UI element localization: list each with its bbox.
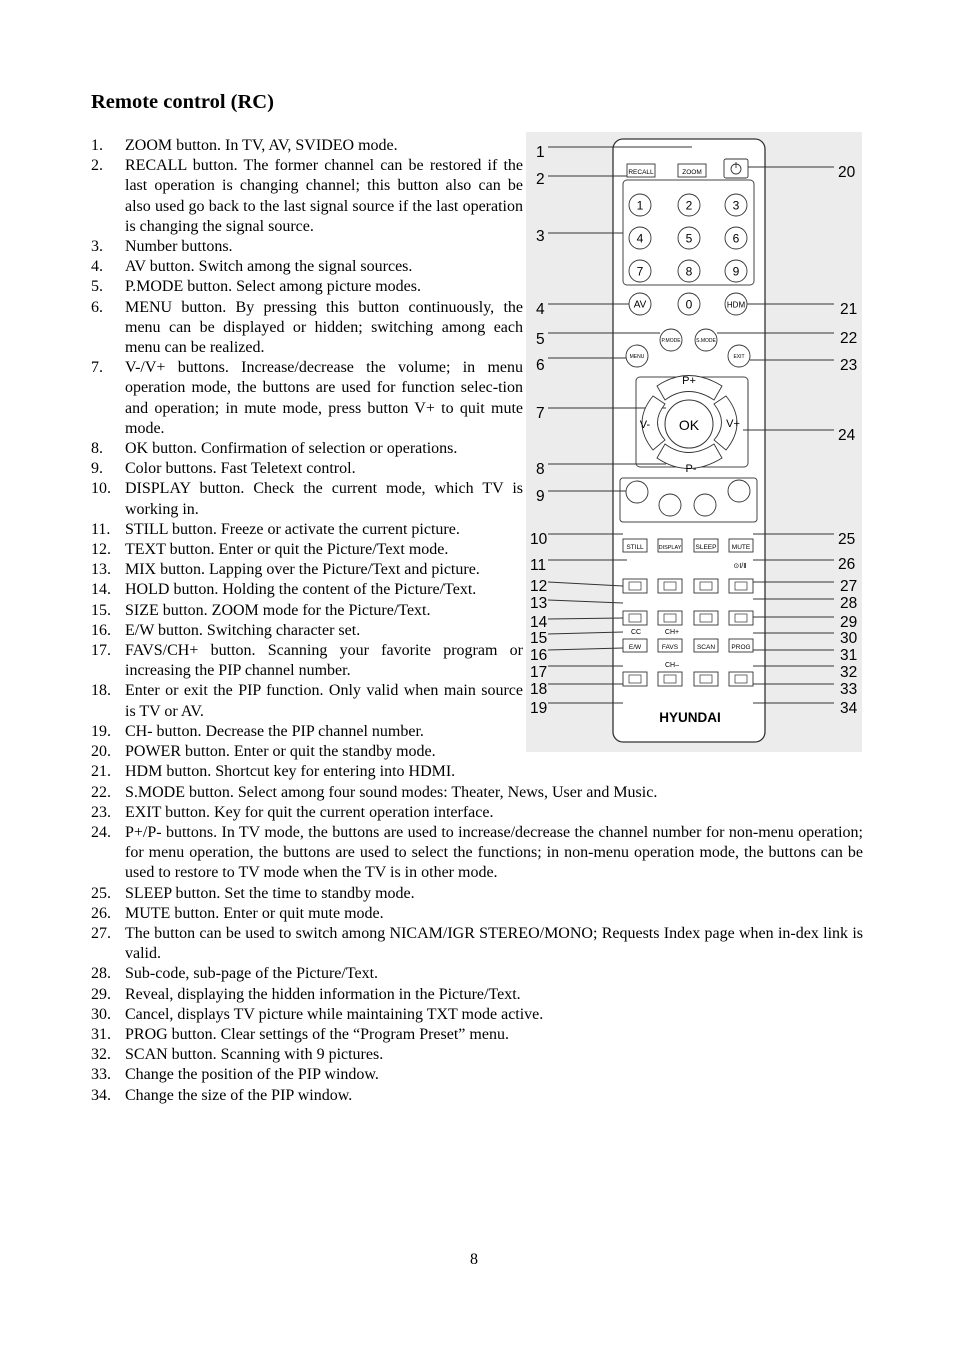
av-label: AV (633, 299, 647, 311)
pminus-label: P- (685, 463, 697, 475)
callout-number: 30 (840, 630, 858, 647)
list-item-number: 21. (91, 763, 111, 781)
list-item-text: The button can be used to switch among NICAM/IGR STEREO/MONO; Requests Index page when in-dex link is valid. (125, 924, 863, 963)
pplus-label: P+ (682, 375, 696, 387)
list-item-number: 17. (91, 642, 111, 660)
hold-icon (700, 582, 712, 590)
callout-number: 29 (840, 614, 858, 631)
callout-number: 10 (530, 531, 548, 548)
list-item (91, 803, 863, 823)
d4-label: 4 (636, 231, 644, 246)
list-item (91, 358, 523, 439)
text-icon (629, 582, 641, 590)
chplus-label: CH+ (664, 629, 680, 636)
list-item-number: 18. (91, 682, 111, 700)
list-item-text: V-/V+ buttons. Increase/decrease the volume; in menu operation mode, the buttons are used for function selec-tion and operation; in mute mode, press button V+ to quit mute mode. (125, 359, 523, 437)
list-item (91, 964, 863, 984)
list-item-number: 4. (91, 258, 103, 276)
callout-number: 3 (536, 228, 545, 245)
list-item-text: Change the size of the PIP window. (125, 1086, 353, 1104)
list-item (91, 540, 523, 560)
list-item-text: S.MODE button. Select among four sound modes: Theater, News, User and Music. (125, 783, 658, 801)
list-item-text: E/W button. Switching character set. (125, 621, 361, 639)
callout-number: 22 (840, 330, 858, 347)
list-item (91, 985, 863, 1005)
list-item-text: HDM button. Shortcut key for entering into HDMI. (125, 763, 456, 781)
list-item-text: POWER button. Enter or quit the standby mode. (125, 743, 436, 761)
pip-size-icon (735, 675, 747, 683)
list-item-text: ZOOM button. In TV, AV, SVIDEO mode. (125, 137, 398, 154)
list-item (91, 621, 523, 641)
ok-label: OK (678, 417, 700, 433)
callout-number: 24 (838, 427, 856, 444)
d7-label: 7 (636, 264, 644, 279)
list-item (91, 459, 523, 479)
color-button-yellow (694, 494, 716, 516)
list-item-number: 23. (91, 803, 111, 821)
list-item-text: Number buttons. (125, 238, 233, 256)
pmode-label: P.MODE (661, 338, 681, 344)
list-item-number: 30. (91, 1005, 111, 1023)
remote-control-diagram (526, 132, 862, 752)
subcode-icon (629, 614, 641, 622)
callout-number: 25 (838, 531, 856, 548)
page-title: Remote control (RC) (91, 91, 274, 113)
list-item-text: PROG button. Clear settings of the “Program Preset” menu. (125, 1025, 509, 1043)
callout-number: 31 (840, 647, 858, 664)
list-item (91, 783, 863, 803)
list-item-number: 27. (91, 924, 111, 942)
cc-label: CC (630, 629, 642, 636)
list-item-text: SLEEP button. Set the time to standby mode. (125, 884, 415, 902)
list-item-number: 11. (91, 520, 111, 538)
callout-number: 15 (530, 630, 548, 647)
callout-number: 18 (530, 681, 548, 698)
list-item-number: 2. (91, 157, 103, 175)
list-item (91, 1045, 863, 1065)
list-item-text: Enter or exit the PIP function. Only valid when main source is TV or AV. (125, 682, 523, 720)
list-item-number: 20. (91, 743, 111, 761)
callout-number: 26 (838, 556, 856, 573)
scan-label: SCAN (696, 644, 716, 651)
list-item-number: 9. (91, 460, 103, 478)
still-label: STILL (626, 544, 644, 551)
list-item-number: 3. (91, 238, 103, 256)
list-item-number: 25. (91, 884, 111, 902)
size-icon (735, 582, 747, 590)
d3-label: 3 (732, 198, 740, 213)
list-item (91, 722, 523, 742)
stereo-label: ⊙Ⅰ/Ⅱ (733, 563, 747, 570)
list-item-text: CH- button. Decrease the PIP channel number. (125, 722, 424, 740)
callout-number: 6 (536, 357, 545, 374)
reveal-icon (664, 614, 676, 622)
brand-logo: HYUNDAI (659, 710, 721, 725)
callout-number: 9 (536, 488, 545, 505)
menu-label: MENU (629, 354, 645, 360)
color-button-red (626, 481, 648, 503)
pip-icon (664, 675, 676, 683)
list-item-text: FAVS/CH+ button. Scanning your favorite program or increasing the PIP channel number. (125, 642, 523, 680)
list-item-text: Reveal, displaying the hidden information in the Picture/Text. (125, 985, 521, 1003)
pip-swap-icon (700, 675, 712, 683)
list-item-text: P.MODE button. Select among picture modes. (125, 278, 421, 296)
callout-number: 16 (530, 647, 548, 664)
smode-label: S.MODE (696, 338, 716, 344)
list-item-number: 28. (91, 965, 111, 983)
callout-number: 19 (530, 700, 548, 717)
list-item (91, 904, 863, 924)
list-item-number: 6. (91, 298, 103, 316)
page-number: 8 (470, 1251, 478, 1268)
list-item (91, 520, 523, 540)
prog-label: PROG (731, 644, 751, 651)
ew-label: E/W (628, 644, 642, 651)
list-item (91, 560, 523, 580)
list-item (91, 136, 523, 156)
list-item (91, 641, 523, 681)
list-item (91, 1005, 863, 1025)
list-item-number: 8. (91, 440, 103, 458)
list-item-number: 13. (91, 561, 111, 579)
vplus-label: V+ (726, 418, 740, 430)
list-item-text: EXIT button. Key for quit the current operation interface. (125, 803, 494, 821)
list-item (91, 1086, 863, 1106)
callout-number: 11 (530, 557, 547, 574)
list-item-number: 14. (91, 581, 111, 599)
color-button-green (659, 494, 681, 516)
exit-label: EXIT (733, 354, 745, 360)
list-item-text: AV button. Switch among the signal sources. (125, 258, 413, 276)
d8-label: 8 (685, 264, 693, 279)
list-item-number: 16. (91, 621, 111, 639)
list-item (91, 681, 523, 721)
list-item-text: SCAN button. Scanning with 9 pictures. (125, 1046, 384, 1064)
sleep-label: SLEEP (695, 544, 717, 551)
list-item-number: 1. (91, 137, 103, 154)
callout-number: 7 (536, 405, 545, 422)
callout-number: 5 (536, 331, 545, 348)
hdm-label: HDM (726, 300, 746, 310)
callout-number: 13 (530, 595, 548, 612)
list-item-number: 10. (91, 480, 111, 498)
vminus-label: V- (639, 419, 651, 431)
callout-number: 34 (840, 700, 858, 717)
list-item (91, 924, 863, 964)
list-item-text: DISPLAY button. Check the current mode, which TV is working in. (125, 480, 523, 518)
favs-label: FAVS (661, 644, 679, 651)
list-item-number: 29. (91, 985, 111, 1003)
remote-control-figure (526, 132, 862, 752)
list-item (91, 884, 863, 904)
list-item (91, 257, 523, 277)
recall-label: RECALL (628, 169, 654, 176)
list-item-text: Color buttons. Fast Teletext control. (125, 460, 356, 478)
list-item (91, 479, 523, 519)
list-item (91, 1065, 863, 1085)
callout-number: 2 (536, 171, 545, 188)
color-button-blue (728, 480, 750, 502)
callout-number: 8 (536, 461, 545, 478)
power-button (724, 159, 748, 178)
list-item-number: 19. (91, 722, 111, 740)
list-item-text: MIX button. Lapping over the Picture/Text and picture. (125, 561, 480, 579)
d1-label: 1 (636, 198, 644, 213)
display-label: DISPLAY (658, 545, 682, 551)
list-item-text: SIZE button. ZOOM mode for the Picture/Text. (125, 601, 431, 619)
callout-number: 14 (530, 614, 548, 631)
list-item-number: 15. (91, 601, 111, 619)
mute-label: MUTE (731, 544, 751, 551)
d2-label: 2 (685, 198, 693, 213)
callout-number: 27 (840, 578, 858, 595)
list-item-text: MENU button. By pressing this button continuously, the menu can be displayed or hidden; switching among each menu can be realized. (125, 298, 523, 357)
list-item-number: 31. (91, 1025, 111, 1043)
list-item-number: 26. (91, 904, 111, 922)
list-item-number: 34. (91, 1086, 111, 1104)
callout-number: 32 (840, 664, 858, 681)
list-item (91, 1025, 863, 1045)
d0-label: 0 (685, 297, 693, 312)
index-icon (735, 614, 747, 622)
callout-number: 1 (536, 144, 545, 161)
list-item-number: 12. (91, 541, 111, 559)
list-item (91, 439, 523, 459)
list-item-text: Cancel, displays TV picture while maintaining TXT mode active. (125, 1005, 544, 1023)
list-item (91, 277, 523, 297)
list-item-text: Change the position of the PIP window. (125, 1066, 379, 1084)
list-item-text: Sub-code, sub-page of the Picture/Text. (125, 965, 379, 983)
callout-number: 33 (840, 681, 858, 698)
callout-number: 23 (840, 357, 858, 374)
d9-label: 9 (732, 264, 740, 279)
list-item-number: 5. (91, 278, 103, 296)
list-item (91, 823, 863, 884)
d5-label: 5 (685, 231, 693, 246)
callout-number: 28 (840, 595, 858, 612)
callout-number: 12 (530, 578, 548, 595)
list-item-number: 24. (91, 823, 111, 841)
list-item (91, 237, 523, 257)
list-item-text: HOLD button. Holding the content of the Picture/Text. (125, 581, 477, 599)
callout-number: 17 (530, 664, 548, 681)
list-item (91, 298, 523, 359)
list-item-text: OK button. Confirmation of selection or operations. (125, 440, 458, 458)
list-item (91, 601, 523, 621)
list-item-number: 7. (91, 359, 103, 377)
list-item (91, 156, 523, 237)
chminus-label: CH– (664, 662, 680, 669)
callout-number: 4 (536, 301, 545, 318)
list-item-text: P+/P- buttons. In TV mode, the buttons are used to increase/decrease the channel number for non-menu operation; for menu operation, the buttons are used to select the functions; in non-menu operation mode, the buttons can be used to restore to TV mode when the TV is in other mode. (125, 823, 863, 882)
list-item-text: TEXT button. Enter or quit the Picture/Text mode. (125, 541, 449, 559)
list-item-text: MUTE button. Enter or quit mute mode. (125, 904, 384, 922)
d6-label: 6 (732, 231, 740, 246)
cancel-icon (700, 614, 712, 622)
list-item (91, 580, 523, 600)
list-item-number: 33. (91, 1066, 111, 1084)
callout-number: 21 (840, 301, 858, 318)
list-item-number: 32. (91, 1046, 111, 1064)
list-item (91, 762, 863, 782)
list-item-text: STILL button. Freeze or activate the current picture. (125, 520, 460, 538)
list-item-number: 22. (91, 783, 111, 801)
zoom-label: ZOOM (682, 169, 702, 176)
callout-number: 20 (838, 164, 856, 181)
mix-icon (664, 582, 676, 590)
list-item-text: RECALL button. The former channel can be restored if the last operation is changing channel; this button also can be also used go back to the last signal source if the last operation is changing the signal source. (125, 157, 523, 235)
pip-position-icon (629, 675, 641, 683)
